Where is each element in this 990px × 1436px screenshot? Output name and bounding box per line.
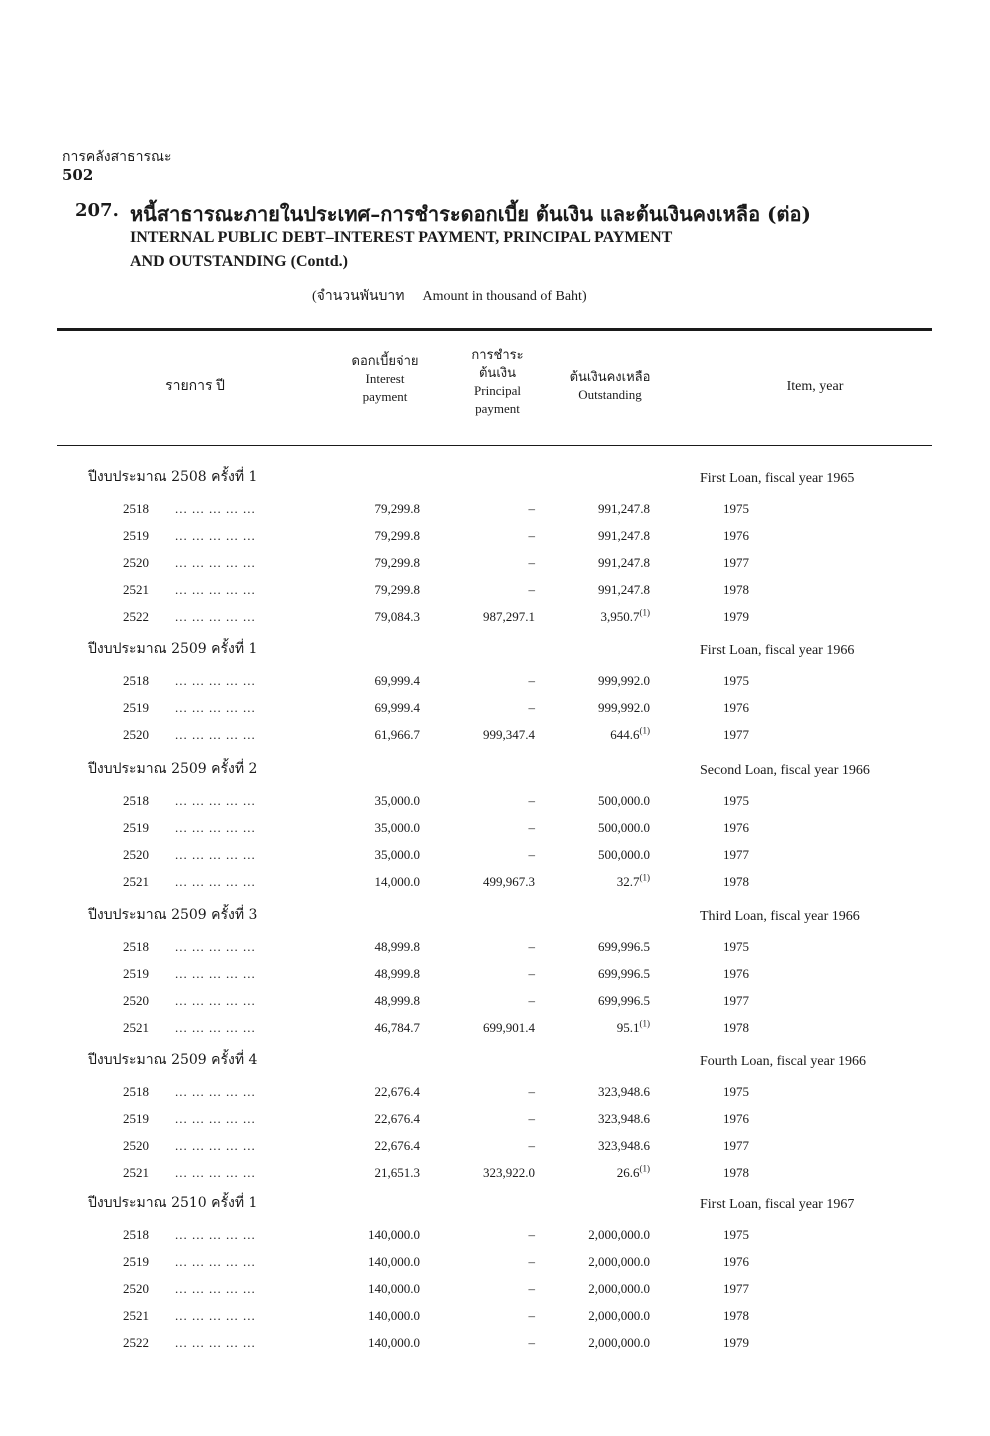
row-outstanding xyxy=(555,609,650,625)
row-thai-year: 2518 xyxy=(123,939,149,954)
column-header-interest-en2: payment xyxy=(362,389,408,404)
row-interest-payment: 14,000.0 xyxy=(374,874,420,889)
row-thai-year: 2520 xyxy=(123,555,149,570)
row-thai-year: 2520 xyxy=(123,727,149,742)
row-leader-dots: ... ... ... ... ... xyxy=(175,820,256,835)
column-header-principal-en1: Principal xyxy=(474,383,521,398)
row-principal-payment: – xyxy=(528,1254,535,1269)
row-thai-year: 2520 xyxy=(123,1281,149,1296)
row-english-year: 1975 xyxy=(723,939,749,954)
footnote-marker: (1) xyxy=(639,1018,650,1029)
row-leader-dots: ... ... ... ... ... xyxy=(175,582,256,597)
group-heading-thai: ปีงบประมาณ 2508 ครั้งที่ 1 xyxy=(88,469,258,485)
row-leader-dots: ... ... ... ... ... xyxy=(175,673,256,688)
column-header-outstanding-thai: ต้นเงินคงเหลือ xyxy=(569,369,651,384)
row-outstanding-value: 991,247.8 xyxy=(598,582,650,597)
row-outstanding-value: 999,992.0 xyxy=(598,700,650,715)
row-outstanding-value: 3,950.7 xyxy=(600,609,640,624)
row-outstanding-value: 32.7 xyxy=(616,874,640,889)
row-interest-payment: 79,299.8 xyxy=(374,528,420,543)
row-outstanding-value: 95.1 xyxy=(616,1020,640,1035)
row-thai-year: 2521 xyxy=(123,1020,149,1035)
row-outstanding xyxy=(555,939,650,955)
group-heading-english: Fourth Loan, fiscal year 1966 xyxy=(700,1054,867,1069)
row-interest-payment: 69,999.4 xyxy=(374,673,420,688)
group-heading-thai: ปีงบประมาณ 2509 ครั้งที่ 2 xyxy=(88,761,258,777)
row-principal-payment: – xyxy=(528,847,535,862)
row-leader-dots: ... ... ... ... ... xyxy=(175,727,256,742)
row-leader-dots: ... ... ... ... ... xyxy=(175,1165,256,1180)
row-principal-payment: – xyxy=(528,501,535,516)
row-thai-year: 2519 xyxy=(123,1111,149,1126)
row-outstanding xyxy=(555,1227,650,1243)
row-principal-payment: – xyxy=(528,1084,535,1099)
row-principal-payment: 699,901.4 xyxy=(483,1020,535,1035)
row-outstanding-value: 26.6 xyxy=(616,1165,640,1180)
row-thai-year: 2519 xyxy=(123,700,149,715)
row-thai-year: 2521 xyxy=(123,582,149,597)
row-interest-payment: 140,000.0 xyxy=(368,1335,420,1350)
row-interest-payment: 140,000.0 xyxy=(368,1227,420,1242)
row-english-year: 1976 xyxy=(723,1111,749,1126)
row-outstanding xyxy=(555,1308,650,1324)
row-outstanding xyxy=(555,1281,650,1297)
row-outstanding-value: 644.6 xyxy=(610,727,640,742)
footnote-marker: (1) xyxy=(639,872,650,883)
row-thai-year: 2518 xyxy=(123,1227,149,1242)
row-english-year: 1976 xyxy=(723,1254,749,1269)
row-english-year: 1976 xyxy=(723,528,749,543)
row-thai-year: 2520 xyxy=(123,1138,149,1153)
running-header: การคลังสาธารณะ xyxy=(62,149,172,165)
row-interest-payment: 22,676.4 xyxy=(374,1111,420,1126)
row-principal-payment: – xyxy=(528,966,535,981)
group-heading-english: Third Loan, fiscal year 1966 xyxy=(700,909,860,924)
row-outstanding-value: 991,247.8 xyxy=(598,555,650,570)
row-outstanding xyxy=(555,700,650,716)
row-outstanding-value: 2,000,000.0 xyxy=(588,1281,650,1296)
group-heading-english: Second Loan, fiscal year 1966 xyxy=(700,763,870,778)
row-interest-payment: 35,000.0 xyxy=(374,793,420,808)
row-english-year: 1977 xyxy=(723,555,749,570)
row-outstanding xyxy=(555,1138,650,1154)
row-interest-payment: 22,676.4 xyxy=(374,1138,420,1153)
row-principal-payment: – xyxy=(528,582,535,597)
row-leader-dots: ... ... ... ... ... xyxy=(175,501,256,516)
row-leader-dots: ... ... ... ... ... xyxy=(175,1020,256,1035)
row-leader-dots: ... ... ... ... ... xyxy=(175,874,256,889)
row-outstanding xyxy=(555,727,650,743)
row-outstanding xyxy=(555,528,650,544)
row-interest-payment: 48,999.8 xyxy=(374,966,420,981)
row-leader-dots: ... ... ... ... ... xyxy=(175,1308,256,1323)
row-principal-payment: 987,297.1 xyxy=(483,609,535,624)
group-heading-thai: ปีงบประมาณ 2510 ครั้งที่ 1 xyxy=(88,1195,258,1211)
row-interest-payment: 21,651.3 xyxy=(374,1165,420,1180)
row-english-year: 1976 xyxy=(723,700,749,715)
row-english-year: 1977 xyxy=(723,847,749,862)
row-leader-dots: ... ... ... ... ... xyxy=(175,1084,256,1099)
row-principal-payment: – xyxy=(528,555,535,570)
row-english-year: 1976 xyxy=(723,820,749,835)
row-english-year: 1979 xyxy=(723,1335,749,1350)
row-english-year: 1975 xyxy=(723,1084,749,1099)
row-thai-year: 2520 xyxy=(123,847,149,862)
row-english-year: 1975 xyxy=(723,1227,749,1242)
row-principal-payment: 499,967.3 xyxy=(483,874,535,889)
row-english-year: 1976 xyxy=(723,966,749,981)
row-english-year: 1977 xyxy=(723,1138,749,1153)
row-leader-dots: ... ... ... ... ... xyxy=(175,1281,256,1296)
row-leader-dots: ... ... ... ... ... xyxy=(175,1335,256,1350)
row-outstanding xyxy=(555,874,650,890)
row-leader-dots: ... ... ... ... ... xyxy=(175,528,256,543)
column-header-principal-thai1: การชำระ xyxy=(471,347,524,362)
row-thai-year: 2519 xyxy=(123,966,149,981)
group-heading-thai: ปีงบประมาณ 2509 ครั้งที่ 3 xyxy=(88,907,258,923)
row-interest-payment: 35,000.0 xyxy=(374,820,420,835)
row-thai-year: 2521 xyxy=(123,1165,149,1180)
row-outstanding-value: 699,996.5 xyxy=(598,993,650,1008)
row-leader-dots: ... ... ... ... ... xyxy=(175,555,256,570)
row-outstanding xyxy=(555,1335,650,1351)
footnote-marker: (1) xyxy=(639,725,650,736)
row-outstanding xyxy=(555,1020,650,1036)
row-thai-year: 2519 xyxy=(123,820,149,835)
row-outstanding-value: 699,996.5 xyxy=(598,966,650,981)
group-heading-thai: ปีงบประมาณ 2509 ครั้งที่ 1 xyxy=(88,641,258,657)
row-leader-dots: ... ... ... ... ... xyxy=(175,700,256,715)
row-english-year: 1975 xyxy=(723,673,749,688)
units-english: Amount in thousand of Baht) xyxy=(422,289,587,304)
column-header-principal-en2: payment xyxy=(475,401,520,416)
row-principal-payment: – xyxy=(528,673,535,688)
row-outstanding xyxy=(555,1165,650,1181)
row-outstanding xyxy=(555,993,650,1009)
row-outstanding-value: 323,948.6 xyxy=(598,1138,650,1153)
row-outstanding xyxy=(555,582,650,598)
row-principal-payment: – xyxy=(528,1138,535,1153)
group-heading-english: First Loan, fiscal year 1965 xyxy=(700,471,855,486)
row-thai-year: 2522 xyxy=(123,1335,149,1350)
group-heading-thai: ปีงบประมาณ 2509 ครั้งที่ 4 xyxy=(88,1052,258,1068)
row-outstanding-value: 323,948.6 xyxy=(598,1111,650,1126)
column-header-principal-thai2: ต้นเงิน xyxy=(478,365,516,380)
row-outstanding xyxy=(555,847,650,863)
row-outstanding-value: 991,247.8 xyxy=(598,501,650,516)
row-english-year: 1975 xyxy=(723,501,749,516)
row-leader-dots: ... ... ... ... ... xyxy=(175,609,256,624)
units-thai: (จำนวนพันบาท xyxy=(312,289,405,304)
row-english-year: 1978 xyxy=(723,874,749,889)
row-outstanding xyxy=(555,793,650,809)
row-thai-year: 2518 xyxy=(123,501,149,516)
row-interest-payment: 79,299.8 xyxy=(374,555,420,570)
column-header-interest-thai: ดอกเบี้ยจ่าย xyxy=(351,353,419,368)
row-interest-payment: 22,676.4 xyxy=(374,1084,420,1099)
row-english-year: 1975 xyxy=(723,793,749,808)
row-interest-payment: 140,000.0 xyxy=(368,1254,420,1269)
row-interest-payment: 79,299.8 xyxy=(374,501,420,516)
row-english-year: 1978 xyxy=(723,1308,749,1323)
row-outstanding-value: 500,000.0 xyxy=(598,793,650,808)
row-outstanding-value: 2,000,000.0 xyxy=(588,1227,650,1242)
row-english-year: 1979 xyxy=(723,609,749,624)
row-interest-payment: 48,999.8 xyxy=(374,993,420,1008)
row-interest-payment: 140,000.0 xyxy=(368,1281,420,1296)
row-thai-year: 2518 xyxy=(123,673,149,688)
table-title-english-line2: AND OUTSTANDING (Contd.) xyxy=(130,253,348,270)
row-principal-payment: – xyxy=(528,700,535,715)
row-outstanding-value: 999,992.0 xyxy=(598,673,650,688)
row-principal-payment: – xyxy=(528,1308,535,1323)
row-english-year: 1977 xyxy=(723,1281,749,1296)
table-title-thai: หนี้สาธารณะภายในประเทศ–การชำระดอกเบี้ย ต้นเงิน และต้นเงินคงเหลือ (ต่อ) xyxy=(130,202,811,226)
row-english-year: 1977 xyxy=(723,993,749,1008)
row-leader-dots: ... ... ... ... ... xyxy=(175,1111,256,1126)
column-header-interest-en1: Interest xyxy=(365,371,405,386)
row-principal-payment: – xyxy=(528,793,535,808)
row-thai-year: 2518 xyxy=(123,1084,149,1099)
row-thai-year: 2518 xyxy=(123,793,149,808)
row-english-year: 1978 xyxy=(723,582,749,597)
row-outstanding xyxy=(555,966,650,982)
row-outstanding-value: 2,000,000.0 xyxy=(588,1335,650,1350)
table-title-english-line1: INTERNAL PUBLIC DEBT–INTEREST PAYMENT, PRINCIPAL PAYMENT xyxy=(130,229,673,246)
row-outstanding xyxy=(555,820,650,836)
row-outstanding-value: 699,996.5 xyxy=(598,939,650,954)
row-english-year: 1978 xyxy=(723,1165,749,1180)
footnote-marker: (1) xyxy=(639,607,650,618)
row-outstanding xyxy=(555,555,650,571)
row-thai-year: 2522 xyxy=(123,609,149,624)
row-principal-payment: – xyxy=(528,528,535,543)
row-interest-payment: 46,784.7 xyxy=(374,1020,420,1035)
row-leader-dots: ... ... ... ... ... xyxy=(175,939,256,954)
row-principal-payment: – xyxy=(528,939,535,954)
row-interest-payment: 79,084.3 xyxy=(374,609,420,624)
row-thai-year: 2519 xyxy=(123,1254,149,1269)
row-thai-year: 2521 xyxy=(123,874,149,889)
row-leader-dots: ... ... ... ... ... xyxy=(175,1227,256,1242)
row-interest-payment: 69,999.4 xyxy=(374,700,420,715)
row-leader-dots: ... ... ... ... ... xyxy=(175,1254,256,1269)
row-thai-year: 2521 xyxy=(123,1308,149,1323)
row-outstanding xyxy=(555,501,650,517)
row-principal-payment: – xyxy=(528,1335,535,1350)
row-outstanding-value: 500,000.0 xyxy=(598,820,650,835)
column-header-item-thai: รายการ ปี xyxy=(165,379,225,394)
group-heading-english: First Loan, fiscal year 1967 xyxy=(700,1197,855,1212)
row-interest-payment: 48,999.8 xyxy=(374,939,420,954)
row-principal-payment: – xyxy=(528,1281,535,1296)
page-number: 502 xyxy=(62,166,94,184)
row-interest-payment: 61,966.7 xyxy=(374,727,420,742)
row-interest-payment: 140,000.0 xyxy=(368,1308,420,1323)
row-principal-payment: – xyxy=(528,993,535,1008)
row-interest-payment: 79,299.8 xyxy=(374,582,420,597)
row-thai-year: 2519 xyxy=(123,528,149,543)
row-leader-dots: ... ... ... ... ... xyxy=(175,847,256,862)
row-outstanding-value: 500,000.0 xyxy=(598,847,650,862)
row-outstanding xyxy=(555,673,650,689)
row-outstanding-value: 2,000,000.0 xyxy=(588,1254,650,1269)
row-leader-dots: ... ... ... ... ... xyxy=(175,966,256,981)
row-thai-year: 2520 xyxy=(123,993,149,1008)
group-heading-english: First Loan, fiscal year 1966 xyxy=(700,643,855,658)
row-principal-payment: – xyxy=(528,1227,535,1242)
footnote-marker: (1) xyxy=(639,1163,650,1174)
row-outstanding-value: 991,247.8 xyxy=(598,528,650,543)
column-header-outstanding-en: Outstanding xyxy=(578,387,642,402)
row-leader-dots: ... ... ... ... ... xyxy=(175,793,256,808)
row-english-year: 1977 xyxy=(723,727,749,742)
table-number: 207. xyxy=(75,200,119,221)
row-principal-payment: 999,347.4 xyxy=(483,727,535,742)
row-english-year: 1978 xyxy=(723,1020,749,1035)
row-principal-payment: – xyxy=(528,820,535,835)
column-header-item-english: Item, year xyxy=(786,379,844,394)
row-outstanding-value: 2,000,000.0 xyxy=(588,1308,650,1323)
row-outstanding xyxy=(555,1254,650,1270)
row-principal-payment: – xyxy=(528,1111,535,1126)
row-outstanding xyxy=(555,1111,650,1127)
row-leader-dots: ... ... ... ... ... xyxy=(175,993,256,1008)
row-principal-payment: 323,922.0 xyxy=(483,1165,535,1180)
row-interest-payment: 35,000.0 xyxy=(374,847,420,862)
row-leader-dots: ... ... ... ... ... xyxy=(175,1138,256,1153)
row-outstanding-value: 323,948.6 xyxy=(598,1084,650,1099)
row-outstanding xyxy=(555,1084,650,1100)
